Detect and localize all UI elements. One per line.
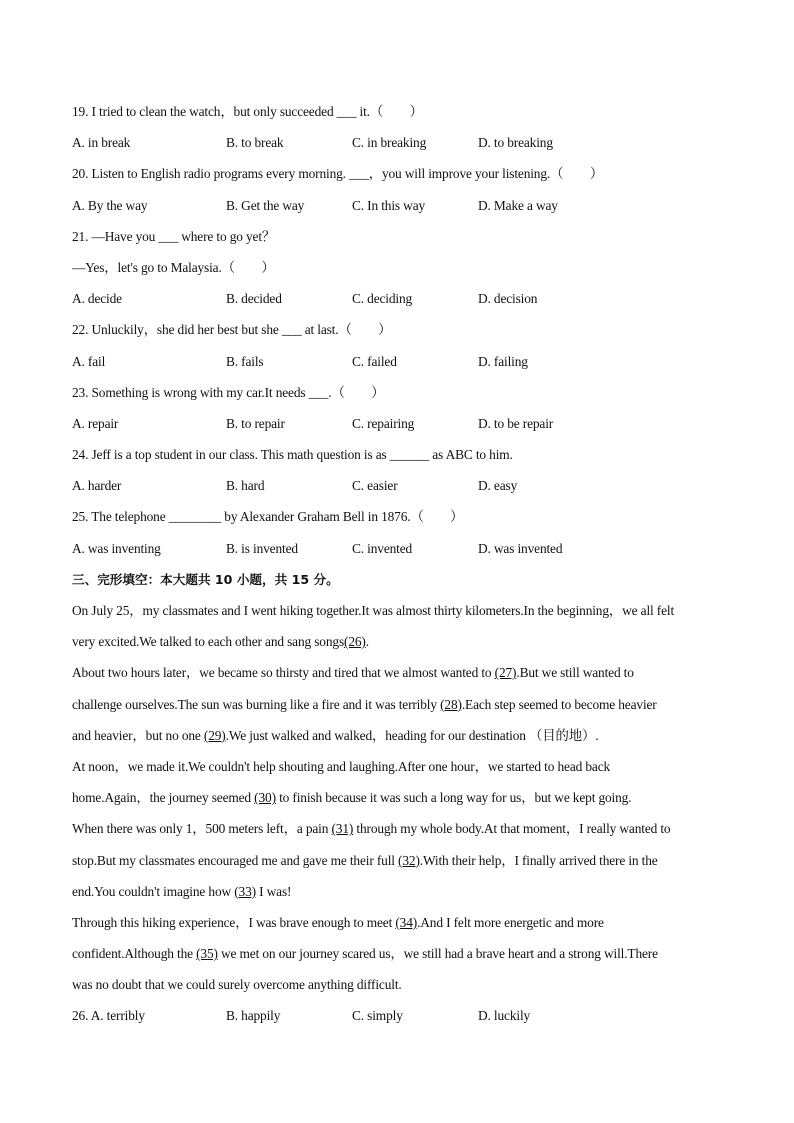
question-25-stem: 25. The telephone ________ by Alexander Graham Bell in 1876.（ ） [72, 509, 464, 525]
blank-28: (28) [440, 696, 462, 712]
passage-line: end.You couldn't imagine how (33) I was! [72, 883, 292, 899]
question-22-options [72, 350, 732, 381]
blank-35: (35) [196, 946, 218, 962]
option-b: B. fails [226, 353, 264, 369]
passage-line: home.Again，the journey seemed (30) to finish because it was such a long way for us，but we kept going. [72, 790, 632, 806]
blank-30: (30) [254, 790, 276, 806]
passage-line: When there was only 1，500 meters left，a pain (31) through my whole body.At that moment，I really wanted to [72, 821, 671, 837]
option-d: D. to be repair [478, 415, 554, 431]
option-c: C. simply [352, 1008, 403, 1024]
option-d: D. was invented [478, 540, 563, 556]
option-a: A. repair [72, 415, 119, 431]
option-a: A. in break [72, 135, 131, 151]
option-b: B. happily [226, 1008, 281, 1024]
question-24-options [72, 474, 732, 505]
passage-line: and heavier，but no one (29).We just walked and walked，heading for our destination （目的地）. [72, 727, 599, 743]
option-c: C. In this way [352, 197, 426, 213]
passage-line: challenge ourselves.The sun was burning like a fire and it was terribly (28).Each step seemed to become heavier [72, 696, 657, 712]
option-c: C. failed [352, 353, 397, 369]
question-24-stem: 24. Jeff is a top student in our class. This math question is as ______ as ABC to him. [72, 447, 513, 463]
option-d: D. failing [478, 353, 528, 369]
passage-line: Through this hiking experience，I was brave enough to meet (34).And I felt more energetic and more [72, 914, 604, 930]
passage-line: was no doubt that we could surely overcome anything difficult. [72, 977, 402, 993]
passage-line: About two hours later，we became so thirsty and tired that we almost wanted to (27).But we still wanted to [72, 665, 634, 681]
question-26-options [72, 1004, 732, 1035]
option-a: A. harder [72, 478, 122, 494]
blank-33: (33) [234, 883, 256, 899]
passage-line: confident.Although the (35) we met on our journey scared us，we still had a brave heart and a strong will.There [72, 946, 658, 962]
option-c: C. easier [352, 478, 398, 494]
section-heading-cloze: 三、完形填空：本大题共 10 小题，共 15 分。 [72, 571, 339, 587]
option-a: A. was inventing [72, 540, 161, 556]
option-d: D. decision [478, 291, 538, 307]
question-21-stem: 21. —Have you ___ where to go yet？ [72, 228, 276, 244]
question-20-options [72, 194, 732, 225]
passage-line: On July 25，my classmates and I went hiking together.It was almost thirty kilometers.In the beginning，we all felt [72, 603, 675, 618]
question-19-stem: 19. I tried to clean the watch，but only succeeded ___ it.（ ） [72, 104, 423, 119]
option-a: A. fail [72, 353, 106, 369]
option-b: B. hard [226, 478, 265, 494]
passage-line: very excited.We talked to each other and sang songs(26). [72, 634, 369, 650]
option-c: C. repairing [352, 415, 415, 431]
blank-26: (26) [344, 634, 366, 650]
option-d: D. Make a way [478, 197, 558, 213]
option-d: D. easy [478, 478, 518, 494]
question-21-reply: —Yes，let's go to Malaysia.（ ） [72, 259, 275, 275]
option-c: C. invented [352, 540, 413, 556]
blank-34: (34) [395, 914, 418, 930]
question-23-options [72, 412, 732, 443]
option-d: D. to breaking [478, 135, 553, 151]
option-c: C. deciding [352, 291, 413, 307]
exam-page [72, 100, 732, 1036]
option-a: 26. A. terribly [72, 1008, 145, 1024]
question-25-options [72, 537, 732, 568]
option-b: B. decided [226, 291, 282, 307]
option-c: C. in breaking [352, 135, 427, 151]
blank-32: (32) [398, 852, 420, 868]
passage-line: stop.But my classmates encouraged me and gave me their full (32).With their help，I finally arrived there in the [72, 852, 658, 868]
option-a: A. decide [72, 291, 122, 307]
option-b: B. is invented [226, 540, 298, 556]
question-20-stem: 20. Listen to English radio programs every morning. ___，you will improve your listening.（ ） [72, 166, 604, 182]
blank-29: (29) [203, 727, 226, 743]
option-b: B. to repair [226, 415, 285, 431]
question-22-stem: 22. Unluckily，she did her best but she ___ at last.（ ） [72, 322, 392, 338]
option-b: B. to break [226, 135, 284, 151]
question-19-options [72, 131, 732, 162]
blank-31: (31) [331, 821, 354, 837]
blank-27: (27) [494, 665, 517, 681]
option-b: B. Get the way [226, 197, 305, 213]
question-21-options [72, 287, 732, 318]
option-d: D. luckily [478, 1008, 531, 1024]
option-a: A. By the way [72, 197, 148, 213]
passage-line: At noon，we made it.We couldn't help shouting and laughing.After one hour，we started to head back [72, 758, 611, 774]
question-23-stem: 23. Something is wrong with my car.It needs ___.（ ） [72, 384, 385, 400]
